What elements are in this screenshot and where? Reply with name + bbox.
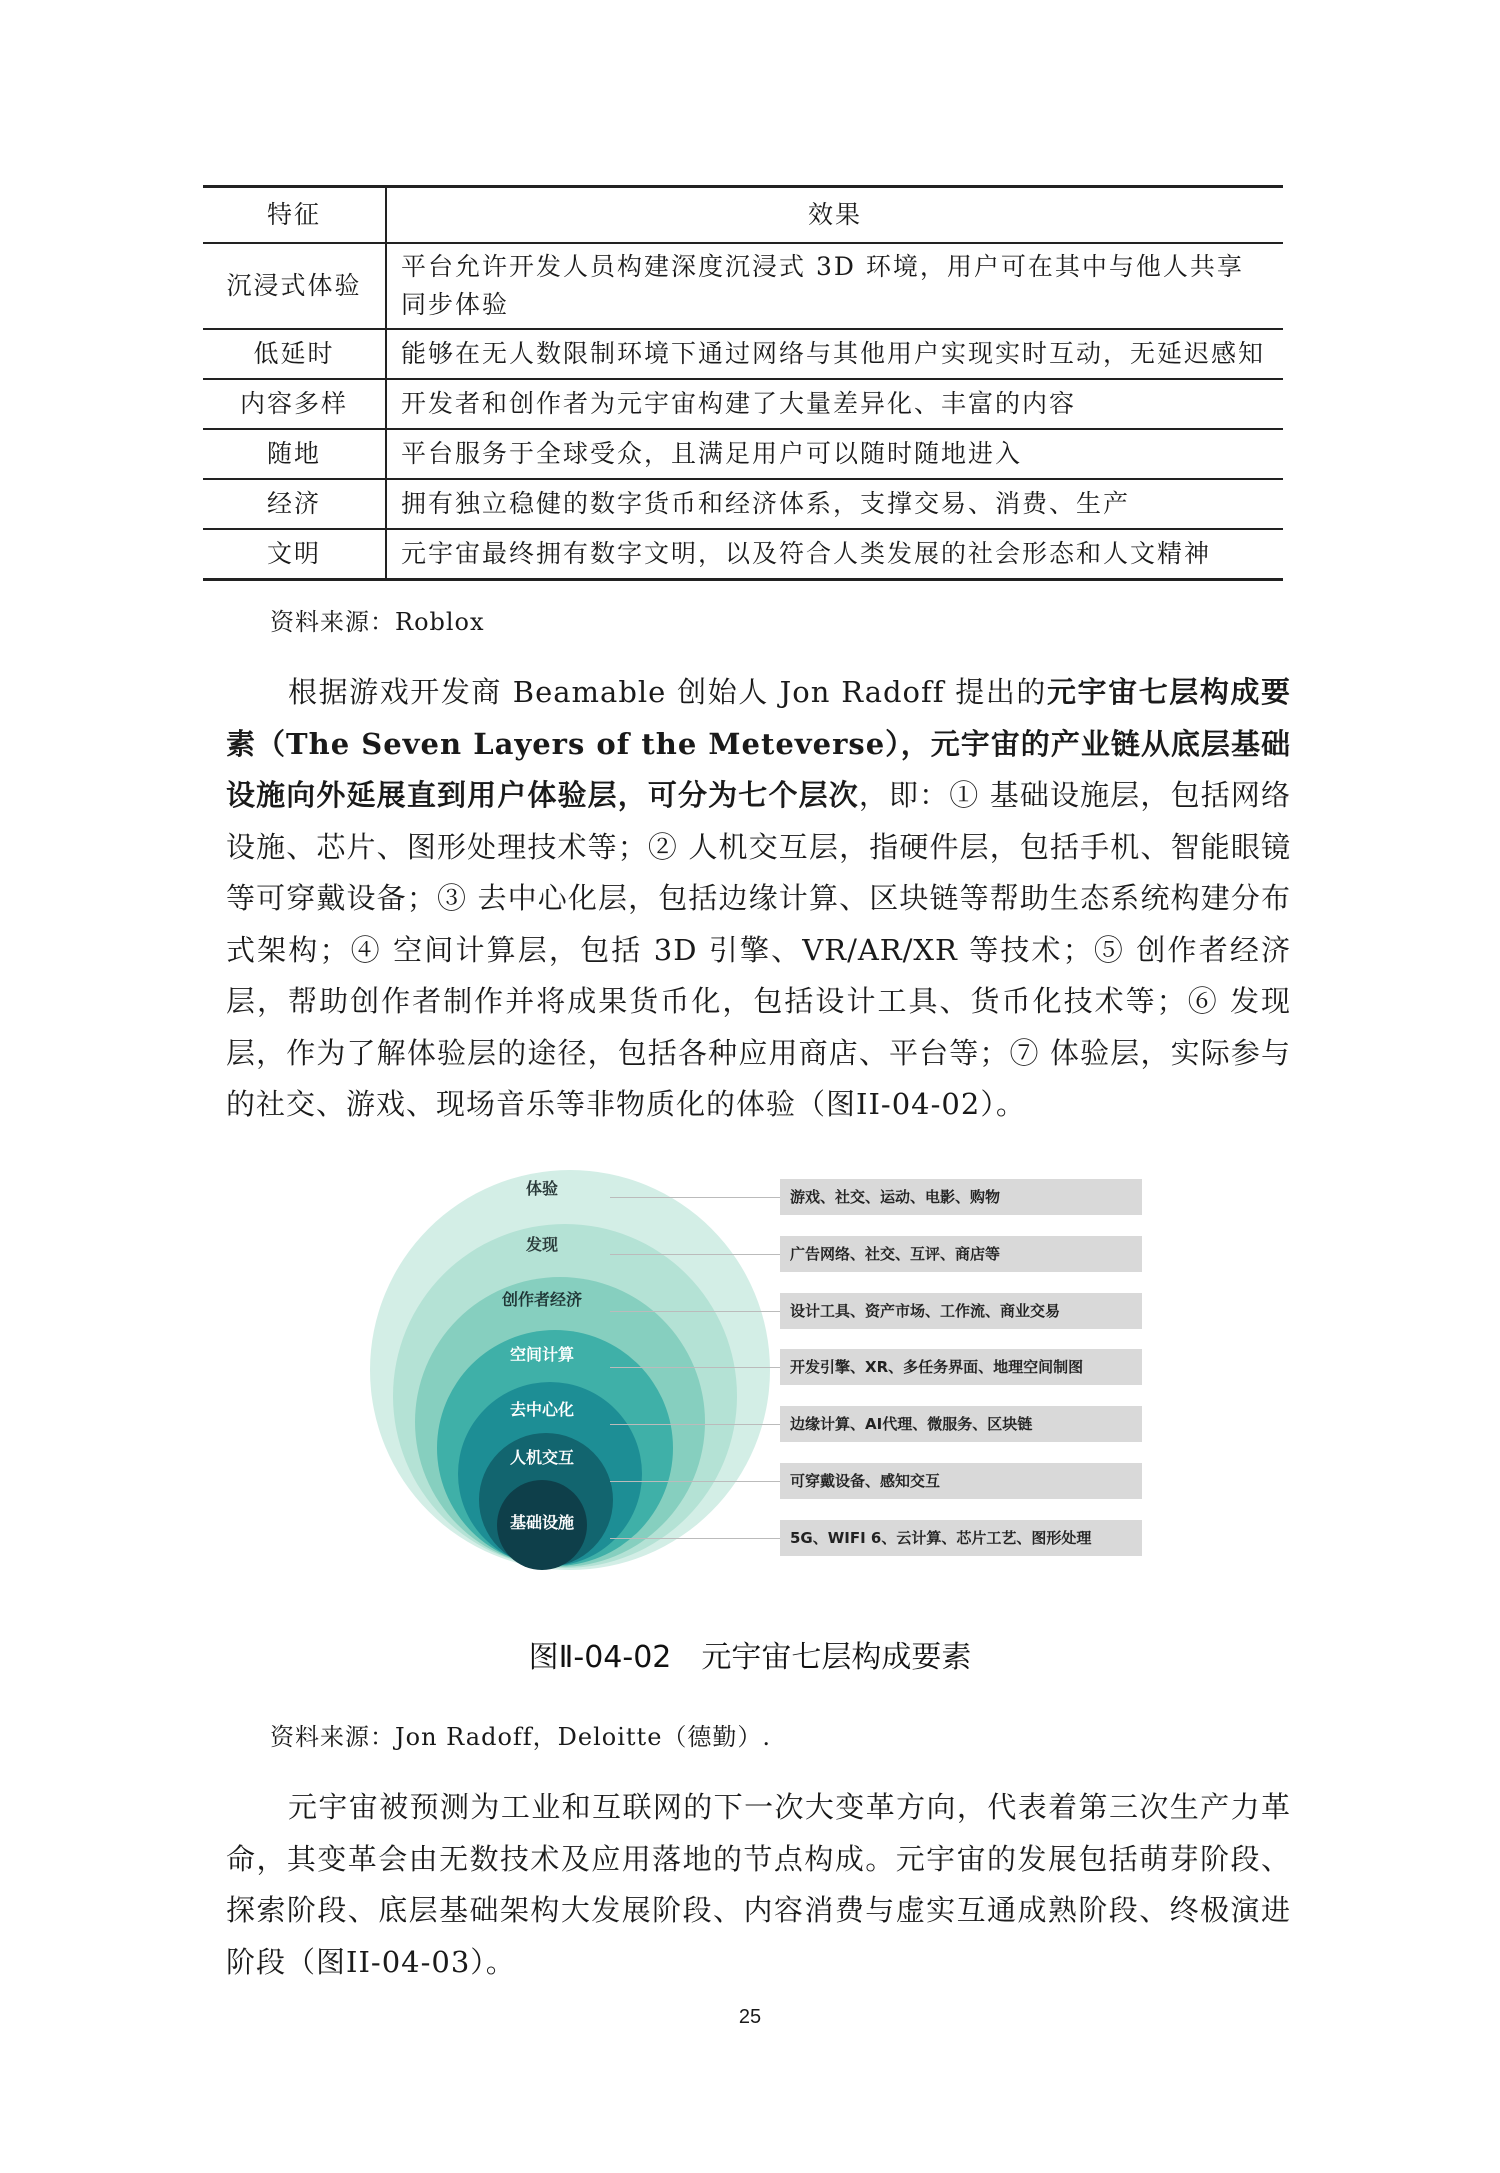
leader-line xyxy=(610,1481,780,1482)
layer-desc-experience: 游戏、社交、运动、电影、购物 xyxy=(780,1179,1142,1215)
leader-line xyxy=(610,1424,780,1425)
layer-label-decentralization: 去中心化 xyxy=(509,1400,575,1419)
layer-label-creator-economy: 创作者经济 xyxy=(501,1290,583,1309)
header-feature: 特征 xyxy=(203,187,386,244)
feature-cell: 随地 xyxy=(203,429,386,479)
leader-line xyxy=(610,1538,780,1539)
effect-cell: 拥有独立稳健的数字货币和经济体系，支撑交易、消费、生产 xyxy=(386,479,1283,529)
table-row xyxy=(203,379,1283,429)
body-paragraph-1 xyxy=(226,667,1291,1131)
layer-desc-infrastructure: 5G、WIFI 6、云计算、芯片工艺、图形处理 xyxy=(780,1520,1142,1556)
figure-caption: 图Ⅱ-04-02 元宇宙七层构成要素 xyxy=(528,1640,972,1675)
layer-desc-discovery: 广告网络、社交、互评、商店等 xyxy=(780,1236,1142,1272)
leader-line xyxy=(610,1197,780,1198)
effect-cell: 元宇宙最终拥有数字文明，以及符合人类发展的社会形态和人文精神 xyxy=(386,529,1283,580)
layer-desc-spatial-computing: 开发引擎、XR、多任务界面、地理空间制图 xyxy=(780,1349,1142,1385)
leader-line xyxy=(610,1311,780,1312)
layer-desc-human-interface: 可穿戴设备、感知交互 xyxy=(780,1463,1142,1499)
effect-cell: 平台允许开发人员构建深度沉浸式 3D 环境，用户可在其中与他人共享同步体验 xyxy=(386,243,1283,329)
effect-cell: 开发者和创作者为元宇宙构建了大量差异化、丰富的内容 xyxy=(386,379,1283,429)
table-row xyxy=(203,479,1283,529)
leader-line xyxy=(610,1254,780,1255)
feature-cell: 经济 xyxy=(203,479,386,529)
table-header-row xyxy=(203,187,1283,244)
page-number: 25 xyxy=(738,2006,762,2028)
layer-desc-creator-economy: 设计工具、资产市场、工作流、商业交易 xyxy=(780,1293,1142,1329)
table-row xyxy=(203,529,1283,580)
layer-label-human-interface: 人机交互 xyxy=(509,1448,575,1467)
layer-label-experience: 体验 xyxy=(525,1179,559,1198)
seven-layers-diagram xyxy=(370,1160,1150,1585)
paragraph-1-intro: 根据游戏开发商 Beamable 创始人 Jon Radoff 提出的 xyxy=(288,675,1047,709)
table-row xyxy=(203,243,1283,329)
header-effect: 效果 xyxy=(386,187,1283,244)
figure-source: 资料来源：Jon Radoff，Deloitte（德勤）. xyxy=(270,1723,772,1751)
layer-desc-decentralization: 边缘计算、AI代理、微服务、区块链 xyxy=(780,1406,1142,1442)
feature-cell: 文明 xyxy=(203,529,386,580)
paragraph-1-body: ，即：① 基础设施层，包括网络设施、芯片、图形处理技术等；② 人机交互层，指硬件层，包括手机、智能眼镜等可穿戴设备；③ 去中心化层，包括边缘计算、区块链等帮助生态系统构建分布式架构；④ 空间计算层，包括 3D 引擎、VR/AR/XR 等技术；⑤ 创作者经济层，帮助创作者制作并将成果货币化，包括设计工具、货币化技术等；⑥ 发现层，作为了解体验层的途径，包括各种应用商店、平台等；⑦ 体验层，实际参与的社交、游戏、现场音乐等非物质化的体验（图II-04-02）。 xyxy=(226,778,1291,1121)
table-row xyxy=(203,429,1283,479)
table-source: 资料来源：Roblox xyxy=(270,608,485,636)
feature-cell: 沉浸式体验 xyxy=(203,243,386,329)
feature-cell: 内容多样 xyxy=(203,379,386,429)
layer-label-discovery: 发现 xyxy=(525,1235,559,1254)
effect-cell: 平台服务于全球受众，且满足用户可以随时随地进入 xyxy=(386,429,1283,479)
features-table xyxy=(203,185,1283,581)
effect-cell: 能够在无人数限制环境下通过网络与其他用户实现实时互动，无延迟感知 xyxy=(386,329,1283,379)
paragraph-1-emphasis: 元宇宙七层构成要素（The Seven Layers of the Meteverse），元宇宙的产业链从底层基础设施向外延展直到用户体验层，可分为七个层次 xyxy=(226,675,1291,812)
table-row xyxy=(203,329,1283,379)
body-paragraph-2: 元宇宙被预测为工业和互联网的下一次大变革方向，代表着第三次生产力革命，其变革会由无数技术及应用落地的节点构成。元宇宙的发展包括萌芽阶段、探索阶段、底层基础架构大发展阶段、内容消费与虚实互通成熟阶段、终极演进阶段（图II-04-03）。 xyxy=(226,1790,1291,1979)
feature-cell: 低延时 xyxy=(203,329,386,379)
layer-label-spatial-computing: 空间计算 xyxy=(509,1345,575,1364)
leader-line xyxy=(610,1367,780,1368)
layer-label-infrastructure: 基础设施 xyxy=(509,1513,575,1532)
